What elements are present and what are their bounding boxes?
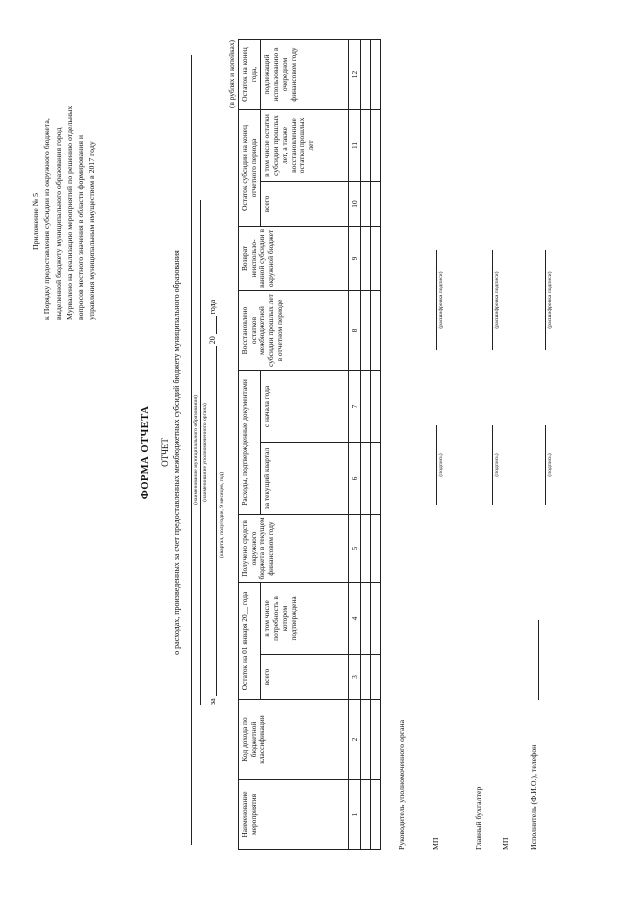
authority-hint: (наименование уполномоченного органа)	[202, 403, 208, 502]
appendix-line-5: управления муниципальным имуществом в 2017 году	[87, 141, 97, 320]
column-number: 3	[349, 655, 361, 700]
signature-hint: (подпись)	[547, 453, 553, 477]
table-cell[interactable]	[371, 583, 381, 655]
appendix-number: Приложение № 5	[31, 192, 40, 250]
table-cell[interactable]	[361, 226, 371, 290]
chief-accountant-label: Главный бухгалтер	[474, 786, 483, 850]
appendix-block	[30, 20, 98, 320]
header-balance-incl-need: в том числе потребность в котором подтверждена	[261, 583, 349, 655]
appendix-line-3: Мурвалено на реализацию мероприятий по решению отдельных	[64, 105, 74, 320]
appendix-line-4: вопросов местного значения в области формирования и	[76, 134, 86, 320]
report-heading: ОТЧЕТ	[160, 438, 170, 467]
column-number: 1	[349, 780, 361, 850]
signature-hint: (подпись)	[494, 453, 500, 477]
executor-label: Исполнитель (Ф.И.О.), телефон	[529, 744, 538, 850]
header-incl-prev-years: в том числе остатки субсидии прошлых лет, а также восстановленные остатки прошлых лет	[261, 109, 349, 181]
report-subtitle: о расходах, произведенных за счет предоставленных межбюджетных субсидий бюджету муниципального образования	[172, 250, 181, 655]
table-cell[interactable]	[361, 39, 371, 109]
units-note: (в рублях и копейках)	[227, 40, 236, 109]
table-cell[interactable]	[361, 700, 371, 780]
table-cell[interactable]	[361, 443, 371, 515]
table-cell[interactable]	[371, 780, 381, 850]
table-cell[interactable]	[371, 39, 381, 109]
column-number: 5	[349, 515, 361, 583]
table-cell[interactable]	[371, 109, 381, 181]
report-table	[238, 39, 381, 850]
header-balance-end-year: Остаток на конец года,	[239, 39, 261, 109]
decoding-hint: (расшифровка подписи)	[438, 271, 444, 329]
decoding-hint: (расшифровка подписи)	[547, 271, 553, 329]
header-received: Получено средств окружного бюджета в текущем финансовом году	[239, 515, 349, 583]
stamp-label-2: МП	[501, 837, 510, 850]
appendix-line-1: к Порядку предоставления субсидии из окружного бюджета,	[42, 118, 52, 320]
municipality-hint: (наименование муниципального образования)	[193, 395, 199, 505]
signature-hint: (подпись)	[438, 453, 444, 477]
decoding-hint: (расшифровка подписи)	[494, 271, 500, 329]
executor-signature-line[interactable]	[545, 425, 546, 505]
table-cell[interactable]	[361, 780, 371, 850]
accountant-signature-line[interactable]	[492, 425, 493, 505]
header-since-start: с начала года	[261, 370, 349, 442]
header-budget-code: Код дохода по бюджетной классификации	[239, 700, 349, 780]
table-cell[interactable]	[361, 655, 371, 700]
table-cell[interactable]	[361, 181, 371, 226]
year-blank[interactable]	[208, 316, 217, 334]
column-number: 2	[349, 700, 361, 780]
head-decoding-line[interactable]	[436, 250, 437, 350]
period-prefix: за	[208, 698, 217, 705]
column-number: 9	[349, 226, 361, 290]
period-blank[interactable]	[208, 346, 217, 696]
executor-phone-line[interactable]	[538, 620, 539, 700]
head-label: Руководитель уполномоченного органа	[397, 719, 406, 850]
table-cell[interactable]	[371, 655, 381, 700]
header-balance-jan: Остаток на 01 января 20__ года	[239, 583, 261, 700]
table-cell[interactable]	[371, 370, 381, 442]
table-cell[interactable]	[361, 109, 371, 181]
table-cell[interactable]	[361, 583, 371, 655]
column-number: 10	[349, 181, 361, 226]
table-cell[interactable]	[371, 700, 381, 780]
table-cell[interactable]	[371, 443, 381, 515]
accountant-decoding-line[interactable]	[492, 250, 493, 350]
table-cell[interactable]	[371, 290, 381, 370]
table-cell[interactable]	[371, 515, 381, 583]
table-cell[interactable]	[371, 226, 381, 290]
column-number: 6	[349, 443, 361, 515]
header-balance-end-period: Остаток субсидии на конец отчетного периода	[239, 109, 261, 226]
table-row	[361, 39, 371, 849]
header-total: всего	[261, 655, 349, 700]
header-returned: Возврат неиспользо-ванной субсидии в окружной бюджет	[239, 226, 349, 290]
appendix-line-2: выделенной бюджету муниципального образования город	[53, 127, 63, 320]
period-suffix: года	[208, 299, 217, 315]
table-cell[interactable]	[361, 370, 371, 442]
table-cell[interactable]	[361, 515, 371, 583]
period-hint: (квартал, полугодие, 9 месяцев, год)	[219, 471, 225, 559]
table-cell[interactable]	[371, 181, 381, 226]
header-restored: Восстановлено остатков межбюджетной субсидии прошлых лет в отчетном периоде	[239, 290, 349, 370]
table-cell[interactable]	[361, 290, 371, 370]
column-numbers-row	[349, 39, 361, 849]
header-event-name: Наименование мероприятия	[239, 780, 349, 850]
header-expenses: Расходы, подтвержденные документами	[239, 370, 261, 514]
header-total-2: всего	[261, 181, 349, 226]
authority-line[interactable]	[200, 200, 201, 705]
column-number: 4	[349, 583, 361, 655]
executor-decoding-line[interactable]	[545, 250, 546, 350]
period-year-prefix: 20	[208, 336, 217, 345]
table-header-row-1	[239, 39, 261, 849]
header-current-quarter: за текущий квартал	[261, 443, 349, 515]
stamp-label-1: МП	[431, 837, 440, 850]
table-row	[371, 39, 381, 849]
municipality-line[interactable]	[191, 55, 192, 845]
form-title: ФОРМА ОТЧЕТА	[140, 405, 151, 500]
column-number: 8	[349, 290, 361, 370]
period-line	[208, 200, 217, 705]
column-number: 7	[349, 370, 361, 442]
column-number: 12	[349, 39, 361, 109]
head-signature-line[interactable]	[436, 425, 437, 505]
header-subject-next-year: подлежащий использованию в очередном финансовом году	[261, 39, 349, 109]
column-number: 11	[349, 109, 361, 181]
